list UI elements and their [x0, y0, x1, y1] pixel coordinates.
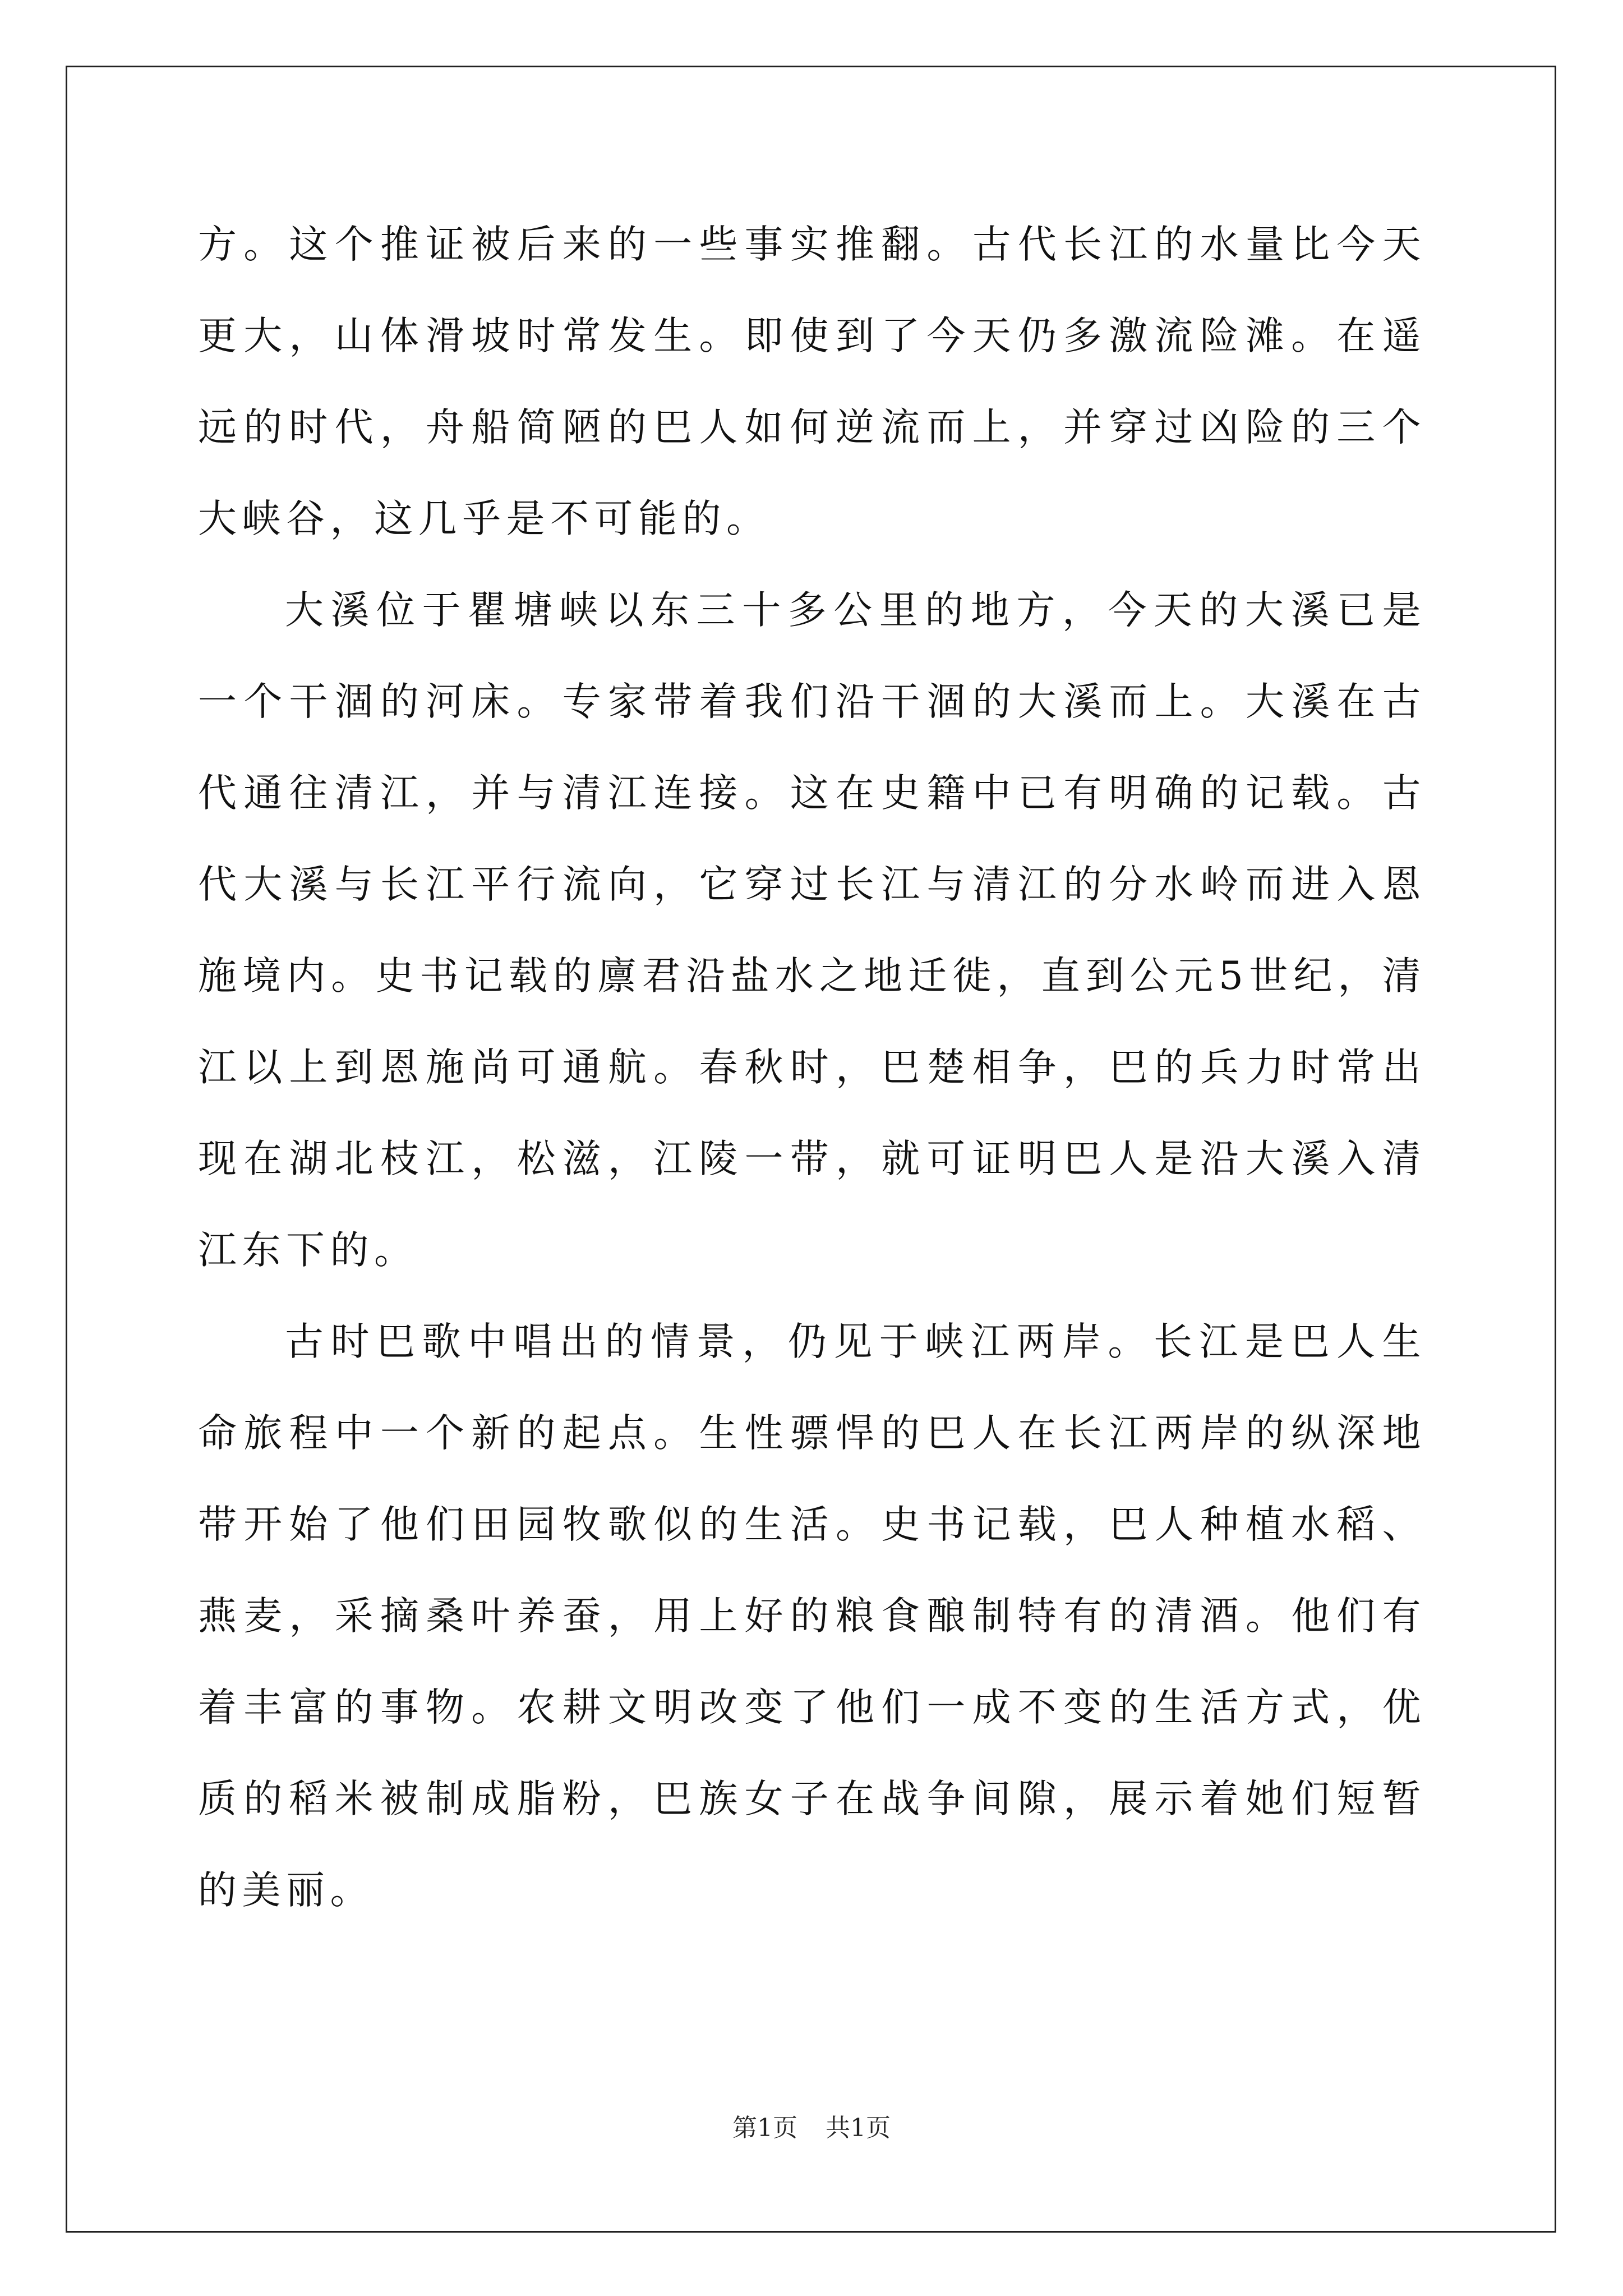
- paragraph-3: 古时巴歌中唱出的情景，仍见于峡江两岸。长江是巴人生命旅程中一个新的起点。生性骠悍的巴人在长江两岸的纵深地带开始了他们田园牧歌似的生活。史书记载，巴人种植水稻、燕麦，采摘桑叶养蚕，用上好的粮食酿制特有的清酒。他们有着丰富的事物。农耕文明改变了他们一成不变的生活方式，优质的稻米被制成脂粉，巴族女子在战争间隙，展示着她们短暂的美丽。: [198, 1319, 1426, 1913]
- document-body: [198, 199, 1426, 1936]
- page-number: 第1页: [732, 2114, 797, 2142]
- paragraph-2: 大溪位于瞿塘峡以东三十多公里的地方，今天的大溪已是一个干涸的河床。专家带着我们沿干涸的大溪而上。大溪在古代通往清江，并与清江连接。这在史籍中已有明确的记载。古代大溪与长江平行流向，它穿过长江与清江的分水岭而进入恩施境内。史书记载的廪君沿盐水之地迁徙，直到公元5世纪，清江以上到恩施尚可通航。春秋时，巴楚相争，巴的兵力时常出现在湖北枝江，松滋，江陵一带，就可证明巴人是沿大溪入清江东下的。: [198, 588, 1426, 1273]
- page-footer: [0, 2111, 1623, 2145]
- page-total: 共1页: [826, 2114, 891, 2142]
- paragraph-1: 方。这个推证被后来的一些事实推翻。古代长江的水量比今天更大，山体滑坡时常发生。即使到了今天仍多激流险滩。在遥远的时代，舟船简陋的巴人如何逆流而上，并穿过凶险的三个大峡谷，这几乎是不可能的。: [198, 222, 1426, 541]
